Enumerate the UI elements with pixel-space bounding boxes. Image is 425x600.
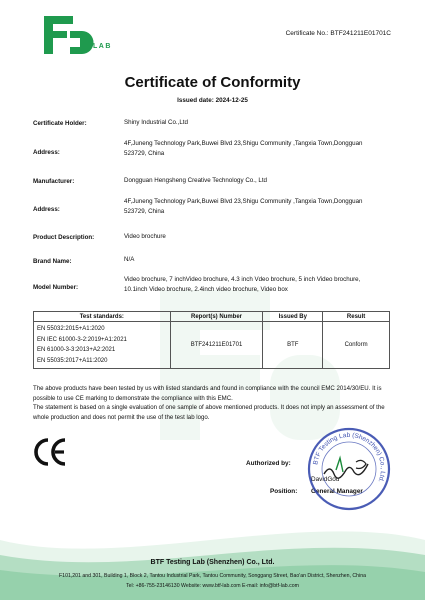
standard-item: EN IEC 61000-3-2:2019+A1:2021 (37, 336, 127, 343)
statement-paragraph-2: The statement is based on a single evaluation of one sample of above mentioned products. It does not imply an assessment of the whole production and does not permit the use of the test lab logo. (33, 404, 385, 421)
brand-name-value: N/A (124, 256, 135, 263)
manufacturer-address-value: 4F,Juneng Technology Park,Buwei Blvd 23,Shigu Community ,Tangxia Town,Dongguan 523729, China (124, 198, 363, 215)
page-title: Certificate of Conformity (124, 74, 301, 91)
issued-by-cell: BTF (263, 322, 323, 369)
manufacturer-label: Manufacturer: (33, 178, 75, 185)
model-number-label: Model Number: (33, 284, 79, 291)
manufacturer-value: Dongguan Hengsheng Creative Technology Co., Ltd (124, 177, 267, 184)
issued-date: Issued date: 2024-12-25 (177, 97, 248, 104)
holder-value: Shiny Industrial Co.,Ltd (124, 119, 188, 126)
header-result: Result (323, 312, 390, 322)
standard-item: EN 55032:2015+A1:2020 (37, 326, 105, 332)
report-number-cell: BTF241211E01701 (170, 322, 263, 369)
position-value: General Manager (311, 488, 363, 495)
model-number-value: Video brochure, 7 inchVideo brochure, 4.3 inch Vdeo brochure, 5 inch Video brochure, 10.1inch Video brochure, 2.4inch video brochure, Video box (124, 276, 361, 293)
brand-name-label: Brand Name: (33, 258, 72, 265)
standard-item: EN 55035:2017+A11:2020 (37, 357, 108, 364)
standards-table (33, 311, 390, 369)
holder-label: Certificate Holder: (33, 120, 87, 127)
footer-address: F101,201 and 301, Building 1, Block 2, Tantou Industrial Park, Tantou Community, Songgang Street, Bao'an District, Shenzhen, China (59, 573, 366, 579)
holder-address-label: Address: (33, 149, 60, 156)
ce-mark-icon (34, 437, 68, 467)
header-report-number: Report(s) Number (170, 312, 263, 322)
compliance-statement (33, 384, 390, 422)
statement-paragraph-1: The above products have been tested by us with listed standards and found in compliance with the council EMC 2014/30/EU. It is possible to use CE marking to demonstrate the compliance with this EMC. (33, 385, 382, 402)
footer-organization: BTF Testing Lab (Shenzhen) Co., Ltd. (150, 559, 275, 566)
manufacturer-address-label: Address: (33, 206, 60, 213)
product-description-label: Product Description: (33, 234, 95, 241)
table-row (34, 322, 390, 369)
logo-lab-text: LAB (93, 43, 112, 50)
header-issued-by: Issued By (263, 312, 323, 322)
certificate-number: Certificate No.: BTF241211E01701C (285, 30, 391, 37)
footer-contact: Tel: +86-755-23146130 Website: www.btf-lab.com E-mail: info@btf-lab.com (126, 583, 299, 589)
holder-address-value: 4F,Juneng Technology Park,Buwei Blvd 23,Shigu Community ,Tangxia Town,Dongguan 523729, China (124, 140, 363, 157)
authorized-name: DavidGou (311, 476, 340, 483)
result-cell: Conform (323, 322, 390, 369)
standard-item: EN 61000-3-3:2013+A2:2021 (37, 347, 116, 353)
product-description-value: Video brochure (124, 233, 166, 240)
header-test-standards: Test standards: (34, 312, 171, 322)
authorized-by-label: Authorized by: (246, 460, 291, 467)
table-header-row (34, 312, 390, 322)
position-label: Position: (270, 488, 298, 495)
standards-cell (34, 322, 171, 369)
svg-text:BTF Testing Lab (Shenzhen) Co.: BTF Testing Lab (Shenzhen) Co., Ltd. (312, 431, 387, 484)
